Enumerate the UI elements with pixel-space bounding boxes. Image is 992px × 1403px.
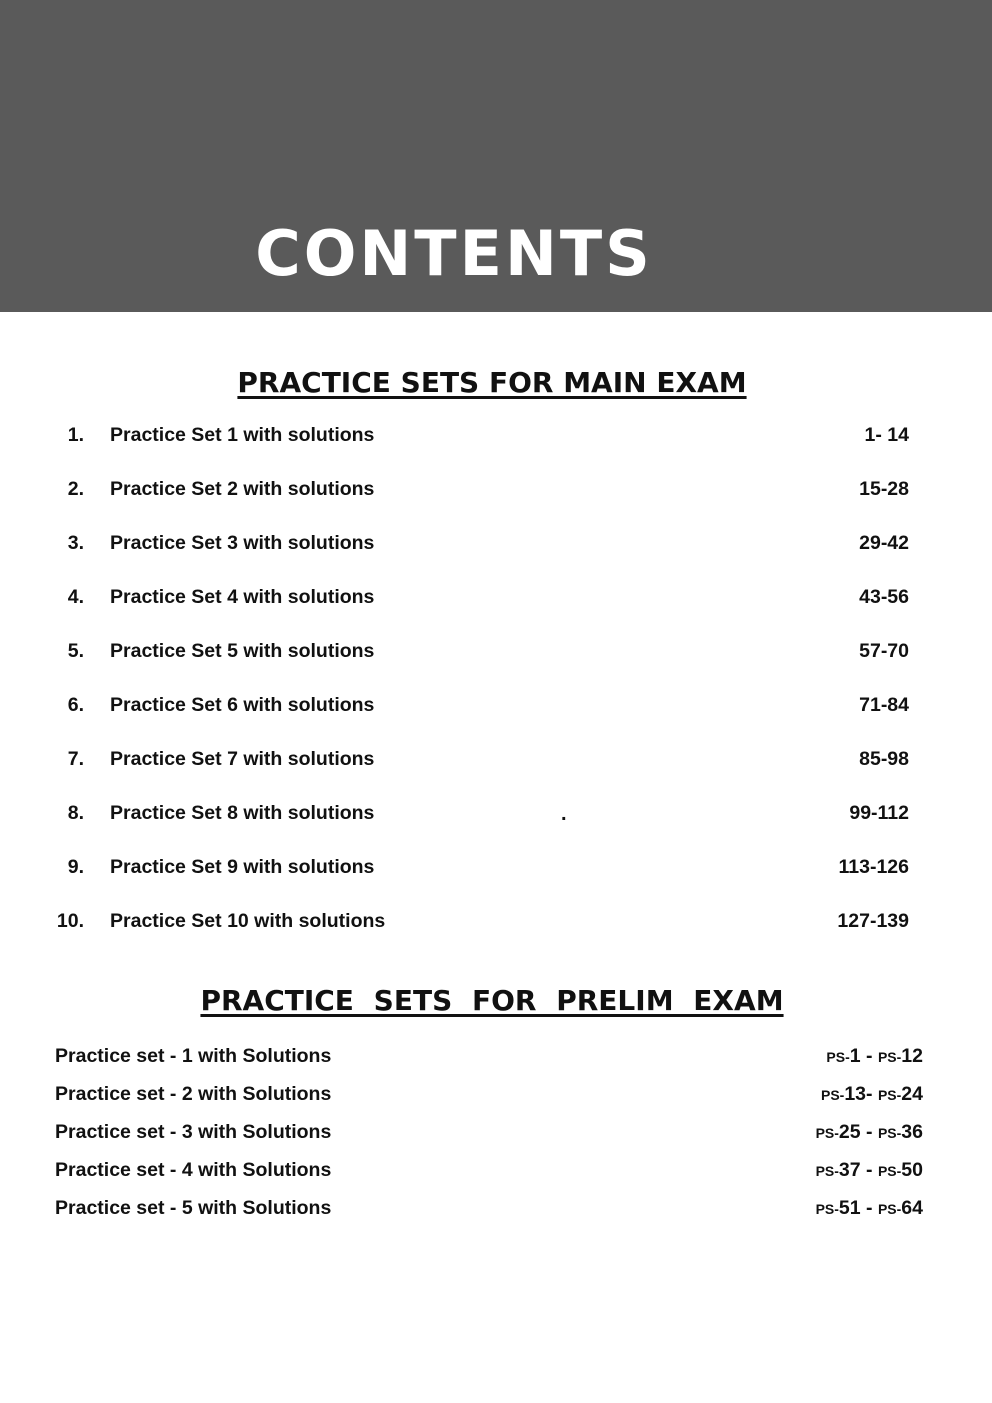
ps-prefix: PS-	[815, 1125, 839, 1141]
item-title: Practice Set 9 with solutions	[110, 856, 375, 878]
page-start: 1	[849, 1045, 861, 1067]
item-pages	[816, 1195, 923, 1222]
item-number: 5.	[67, 640, 84, 662]
item-pages	[826, 1043, 923, 1070]
item-number: 4.	[67, 586, 84, 608]
list-item	[0, 476, 992, 502]
header-banner	[0, 0, 992, 312]
item-pages	[821, 1081, 923, 1108]
ps-prefix: PS-	[820, 1087, 845, 1103]
list-item	[0, 1195, 992, 1221]
item-pages: 127-139	[837, 910, 909, 932]
item-pages: 71-84	[859, 694, 909, 716]
list-item	[0, 692, 992, 718]
item-title: Practice set - 4 with Solutions	[55, 1159, 332, 1181]
item-number: 7.	[67, 748, 84, 770]
item-title: Practice Set 1 with solutions	[110, 424, 375, 446]
item-pages: 43-56	[859, 586, 909, 608]
page-start: 51	[838, 1197, 861, 1219]
ps-prefix: PS-	[815, 1201, 839, 1217]
item-title: Practice Set 6 with solutions	[110, 694, 375, 716]
ps-prefix: PS-	[826, 1049, 850, 1065]
item-pages: 29-42	[859, 532, 909, 554]
item-title: Practice set - 5 with Solutions	[55, 1197, 332, 1219]
list-item	[0, 530, 992, 556]
ps-prefix: PS-	[877, 1125, 902, 1141]
item-title: Practice Set 7 with solutions	[110, 748, 375, 770]
ps-prefix: PS-	[877, 1163, 902, 1179]
prelim-exam-heading: PRACTICE SETS FOR PRELIM EXAM	[200, 984, 784, 1017]
item-title: Practice Set 5 with solutions	[110, 640, 375, 662]
list-item	[0, 800, 992, 826]
item-number: 10.	[56, 910, 84, 932]
item-title: Practice Set 4 with solutions	[110, 586, 375, 608]
list-item	[0, 1119, 992, 1145]
item-title: Practice Set 8 with solutions	[110, 802, 375, 824]
page-separator: -	[866, 1083, 878, 1105]
page-end: 64	[901, 1197, 923, 1219]
page-start: 25	[838, 1121, 861, 1143]
stray-dot-mark: .	[561, 803, 567, 825]
item-pages: 15-28	[859, 478, 909, 500]
page-end: 36	[901, 1121, 923, 1143]
page-separator: -	[860, 1159, 878, 1181]
item-pages: 113-126	[838, 856, 909, 878]
item-pages: 85-98	[859, 748, 909, 770]
item-pages: 57-70	[859, 640, 909, 662]
list-item	[0, 1157, 992, 1183]
list-item	[0, 1043, 992, 1069]
item-pages	[816, 1119, 923, 1146]
page-end: 50	[901, 1159, 923, 1181]
item-number: 8.	[67, 802, 84, 824]
list-item	[0, 908, 992, 934]
page-start: 37	[838, 1159, 861, 1181]
item-number: 2.	[67, 478, 84, 500]
ps-prefix: PS-	[815, 1163, 839, 1179]
page-separator: -	[860, 1045, 878, 1067]
list-item	[0, 422, 992, 448]
main-exam-heading: PRACTICE SETS FOR MAIN EXAM	[237, 366, 747, 399]
page-separator: -	[860, 1197, 878, 1219]
item-title: Practice Set 10 with solutions	[110, 910, 386, 932]
item-title: Practice set - 1 with Solutions	[55, 1045, 332, 1067]
page-end: 24	[901, 1083, 923, 1105]
ps-prefix: PS-	[877, 1201, 902, 1217]
item-title: Practice set - 3 with Solutions	[55, 1121, 332, 1143]
ps-prefix: PS-	[877, 1087, 902, 1103]
list-item	[0, 854, 992, 880]
list-item	[0, 1081, 992, 1107]
item-pages	[816, 1157, 923, 1184]
item-pages: 99-112	[849, 802, 909, 824]
item-title: Practice Set 3 with solutions	[110, 532, 375, 554]
item-title: Practice Set 2 with solutions	[110, 478, 375, 500]
page-separator: -	[860, 1121, 878, 1143]
item-number: 1.	[67, 424, 84, 446]
list-item	[0, 584, 992, 610]
list-item	[0, 638, 992, 664]
page-title: CONTENTS	[255, 217, 653, 290]
item-number: 3.	[67, 532, 84, 554]
item-number: 9.	[67, 856, 84, 878]
item-number: 6.	[67, 694, 84, 716]
ps-prefix: PS-	[877, 1049, 902, 1065]
item-title: Practice set - 2 with Solutions	[55, 1083, 332, 1105]
page-start: 13	[844, 1083, 867, 1105]
list-item	[0, 746, 992, 772]
item-pages: 1- 14	[864, 424, 909, 446]
page-end: 12	[901, 1045, 923, 1067]
